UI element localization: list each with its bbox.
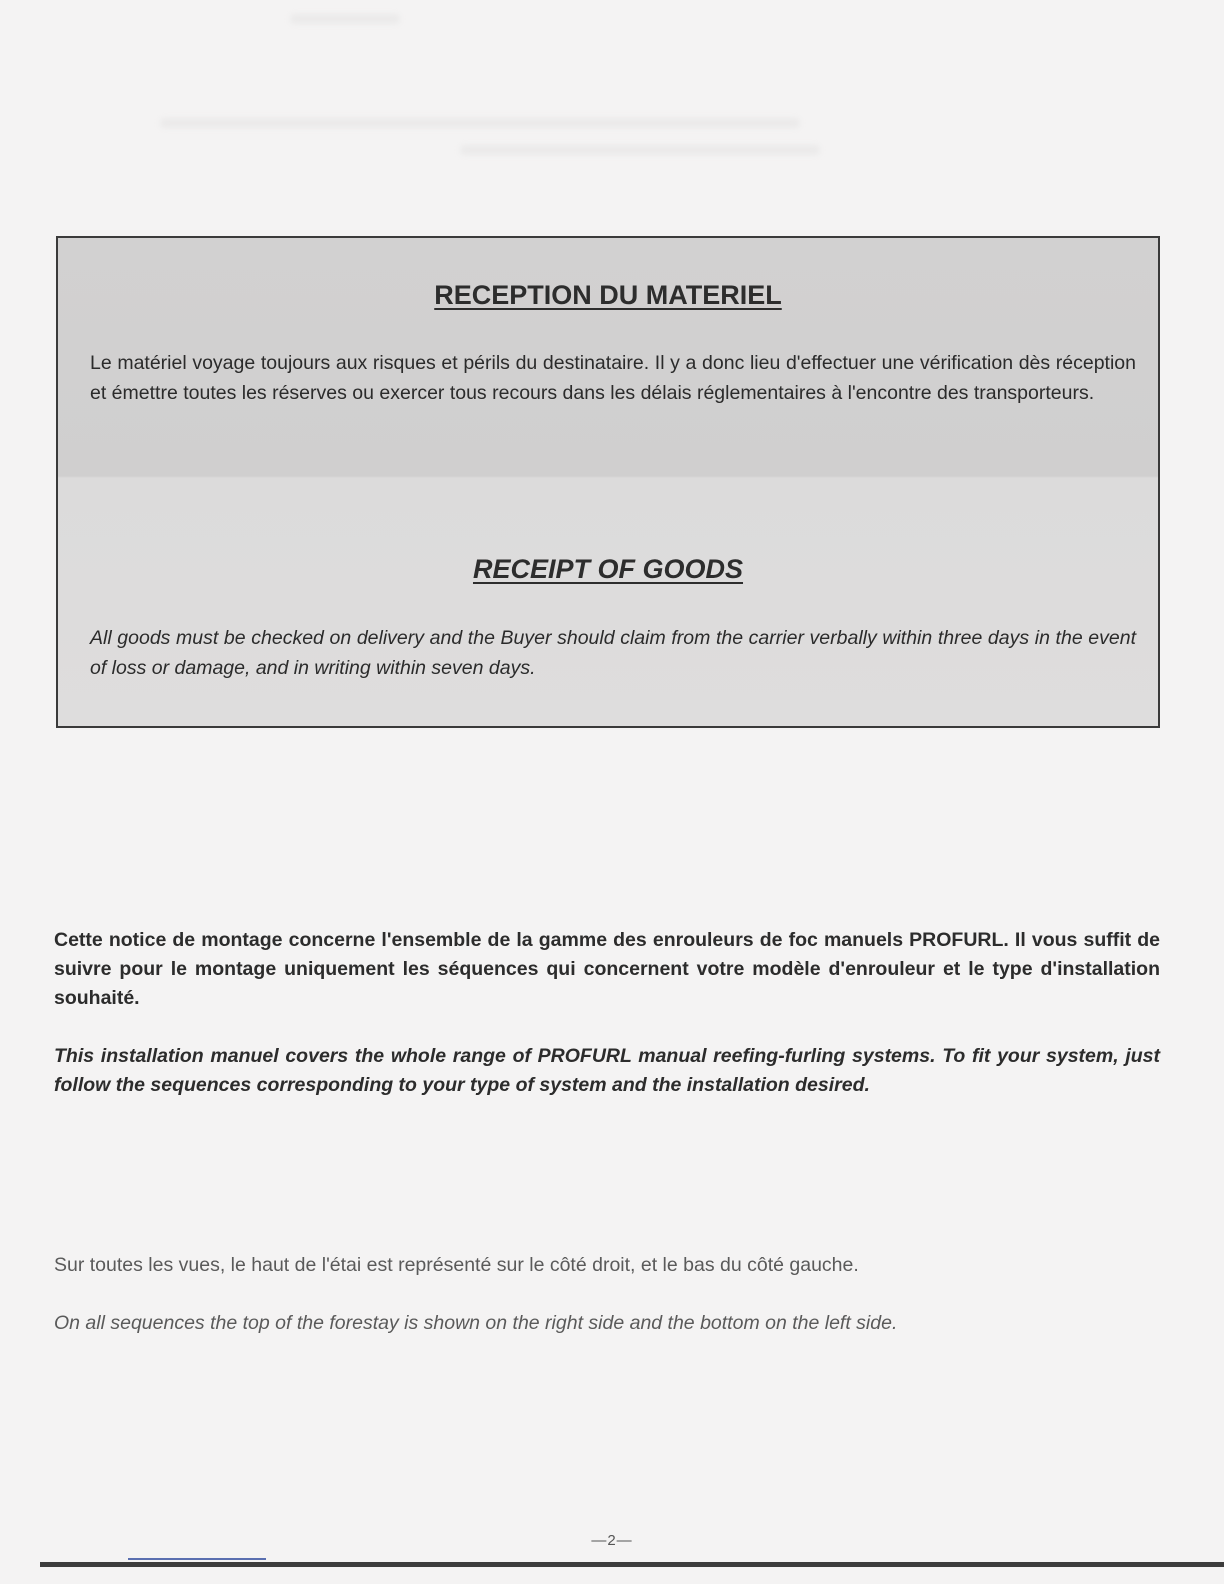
- reception-notice-box: [56, 236, 1160, 728]
- footer-accent-line: [128, 1558, 266, 1560]
- french-reception-text: Le matériel voyage toujours aux risques et périls du destinataire. Il y a donc lieu d'effectuer une vérification dès réception et émettre toutes les réserves ou exercer tous recours dans les délais réglementaires à l'encontre des transporteurs.: [90, 352, 1136, 404]
- french-instructions: Cette notice de montage concerne l'ensemble de la gamme des enrouleurs de foc manuels PROFURL. Il vous suffit de suivre pour le montage uniquement les séquences qui concernent votre modèle d'enrouleur et le type d'installation souhaité.: [54, 929, 1160, 1009]
- english-instructions: This installation manuel covers the whole range of PROFURL manual reefing-furling systems. To fit your system, just follow the sequences corresponding to your type of system and the installation desired.: [54, 1045, 1160, 1096]
- english-reception-text: All goods must be checked on delivery and the Buyer should claim from the carrier verbally within three days in the event of loss or damage, and in writing within seven days.: [90, 627, 1136, 679]
- scan-artifact: [160, 118, 800, 128]
- scan-artifact: [290, 14, 400, 24]
- english-orientation-note: On all sequences the top of the forestay is shown on the right side and the bottom on the left side.: [54, 1312, 898, 1334]
- page-number: —2—: [591, 1532, 633, 1549]
- english-heading: RECEIPT OF GOODS: [472, 554, 744, 584]
- scan-artifact: [460, 145, 820, 155]
- footer-rule: [40, 1562, 1224, 1567]
- french-heading: RECEPTION DU MATERIEL: [434, 280, 782, 310]
- french-orientation-note: Sur toutes les vues, le haut de l'étai est représenté sur le côté droit, et le bas du côté gauche.: [54, 1254, 859, 1276]
